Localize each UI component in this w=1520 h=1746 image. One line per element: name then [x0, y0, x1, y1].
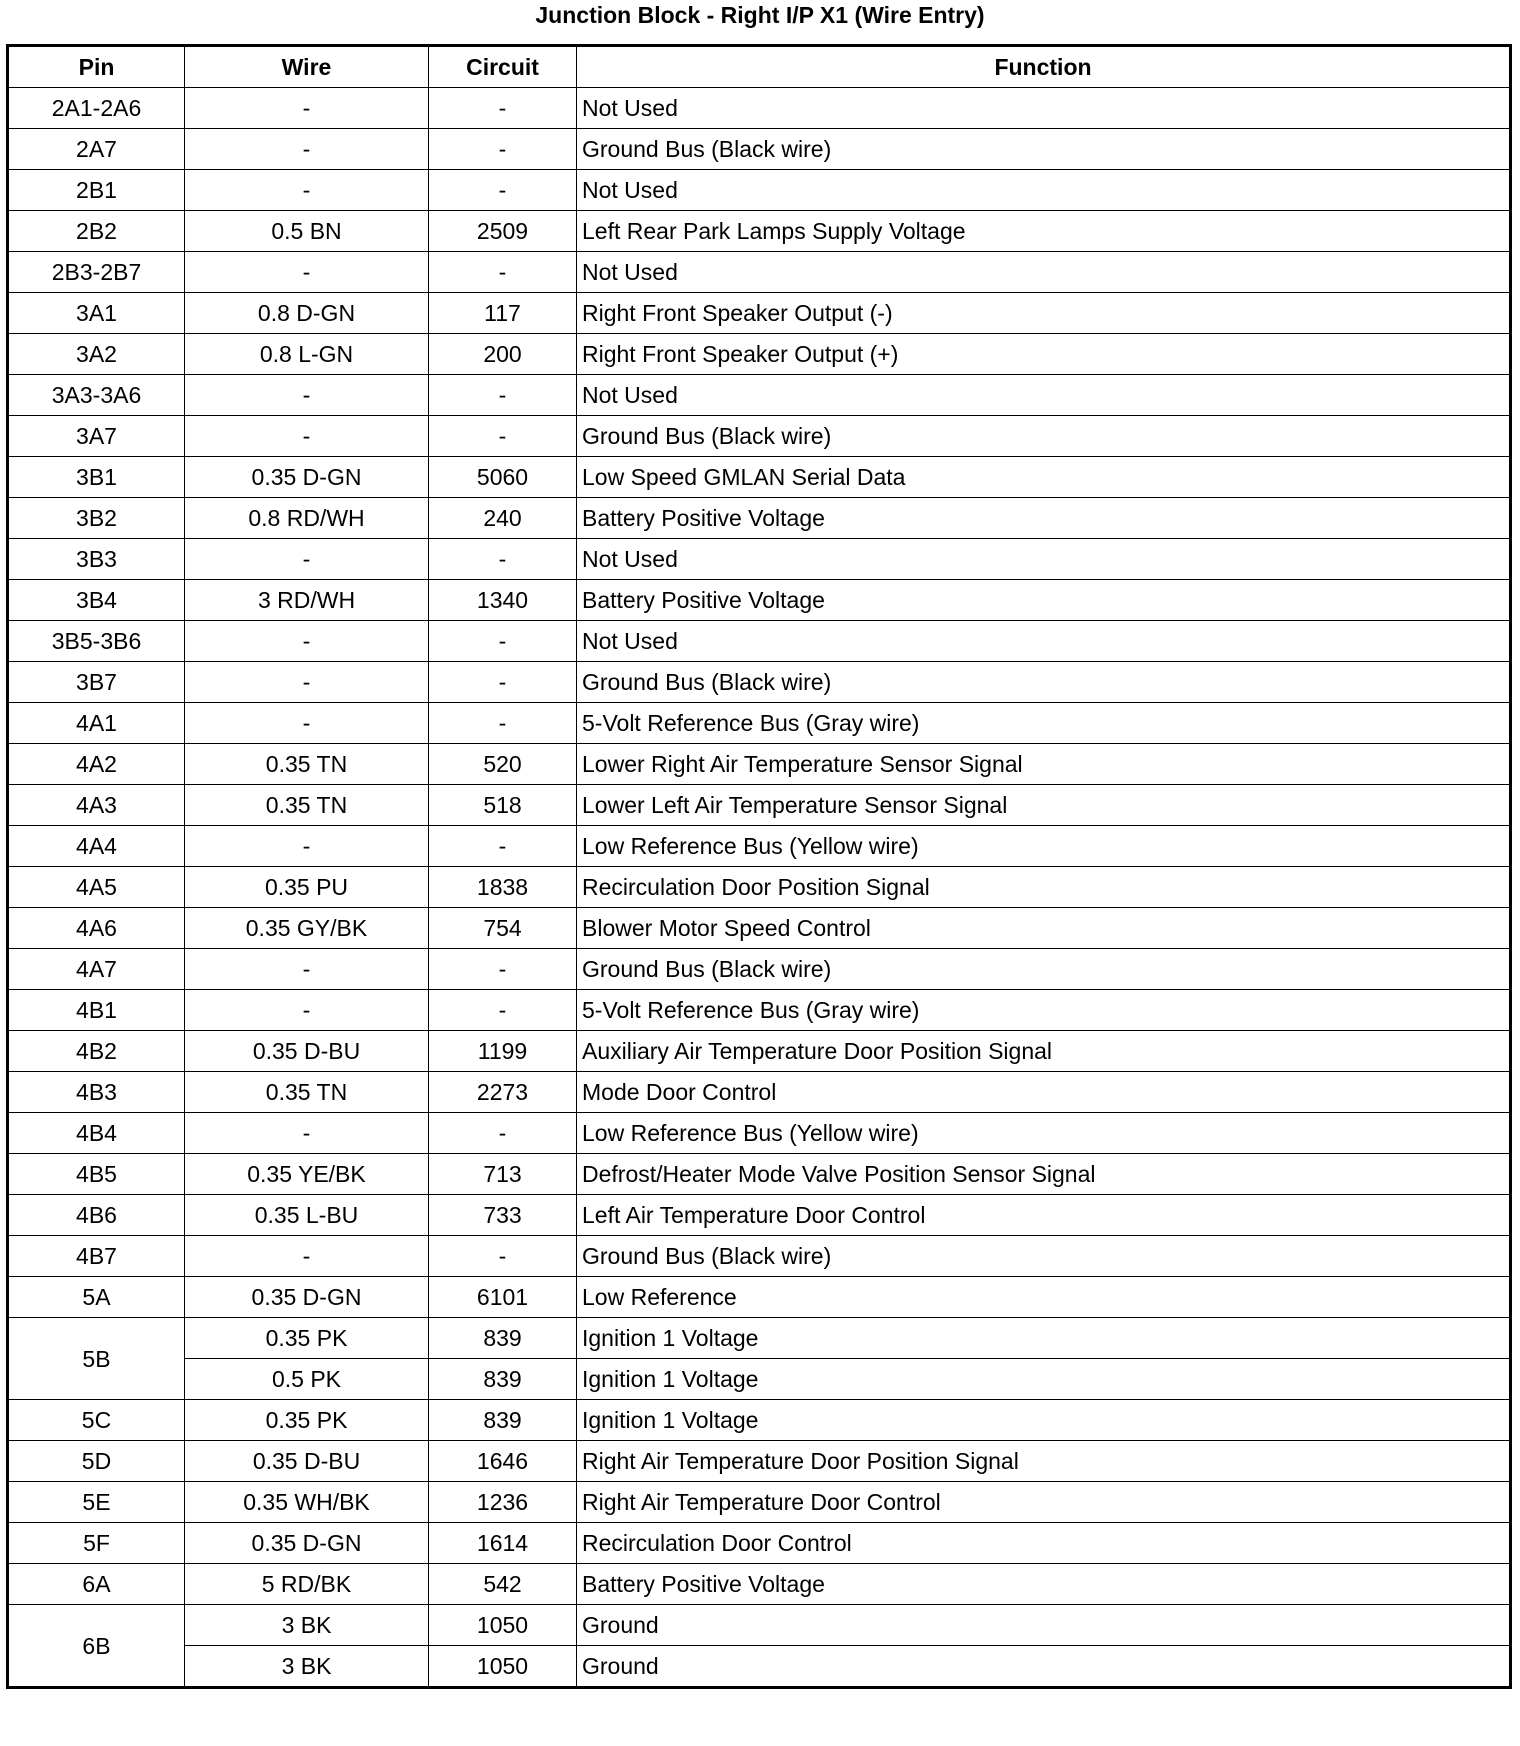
table-row	[8, 908, 1511, 949]
wire-cell: 0.35 GY/BK	[185, 908, 429, 949]
pin-cell: 4B1	[8, 990, 185, 1031]
pin-cell: 4B3	[8, 1072, 185, 1113]
pin-cell: 4B2	[8, 1031, 185, 1072]
function-cell: Not Used	[577, 88, 1511, 129]
wire-cell: -	[185, 1236, 429, 1277]
wire-cell: 0.35 D-BU	[185, 1031, 429, 1072]
wire-cell: 0.35 L-BU	[185, 1195, 429, 1236]
circuit-cell: 1236	[429, 1482, 577, 1523]
wire-cell: 0.35 D-BU	[185, 1441, 429, 1482]
circuit-cell: -	[429, 990, 577, 1031]
function-cell: Blower Motor Speed Control	[577, 908, 1511, 949]
wire-cell: -	[185, 129, 429, 170]
table-row	[8, 539, 1511, 580]
pin-cell: 3A1	[8, 293, 185, 334]
wire-cell: 0.8 L-GN	[185, 334, 429, 375]
pin-cell: 4A3	[8, 785, 185, 826]
table-row	[8, 826, 1511, 867]
pin-cell: 4A5	[8, 867, 185, 908]
wire-cell: 0.8 D-GN	[185, 293, 429, 334]
table-row	[8, 1400, 1511, 1441]
function-cell: Left Rear Park Lamps Supply Voltage	[577, 211, 1511, 252]
pin-cell: 4A2	[8, 744, 185, 785]
header-wire: Wire	[185, 46, 429, 88]
table-row	[8, 293, 1511, 334]
table-row	[8, 1359, 1511, 1400]
table-body	[8, 88, 1511, 1688]
circuit-cell: -	[429, 375, 577, 416]
circuit-cell: 839	[429, 1359, 577, 1400]
function-cell: Mode Door Control	[577, 1072, 1511, 1113]
table-row	[8, 1318, 1511, 1359]
circuit-cell: -	[429, 416, 577, 457]
table-row	[8, 88, 1511, 129]
circuit-cell: 518	[429, 785, 577, 826]
pin-cell: 5C	[8, 1400, 185, 1441]
circuit-cell: 1050	[429, 1605, 577, 1646]
function-cell: Lower Left Air Temperature Sensor Signal	[577, 785, 1511, 826]
wire-cell: 0.8 RD/WH	[185, 498, 429, 539]
circuit-cell: -	[429, 88, 577, 129]
wire-cell: -	[185, 949, 429, 990]
wire-cell: 0.35 WH/BK	[185, 1482, 429, 1523]
function-cell: 5-Volt Reference Bus (Gray wire)	[577, 990, 1511, 1031]
wire-cell: 3 RD/WH	[185, 580, 429, 621]
table-row	[8, 1031, 1511, 1072]
circuit-cell: 200	[429, 334, 577, 375]
function-cell: Ignition 1 Voltage	[577, 1318, 1511, 1359]
pin-cell: 3A2	[8, 334, 185, 375]
circuit-cell: 839	[429, 1400, 577, 1441]
table-row	[8, 1605, 1511, 1646]
pin-cell: 4A4	[8, 826, 185, 867]
function-cell: Not Used	[577, 252, 1511, 293]
header-pin: Pin	[8, 46, 185, 88]
circuit-cell: 733	[429, 1195, 577, 1236]
function-cell: Not Used	[577, 170, 1511, 211]
table-row	[8, 1523, 1511, 1564]
function-cell: Ground Bus (Black wire)	[577, 1236, 1511, 1277]
function-cell: 5-Volt Reference Bus (Gray wire)	[577, 703, 1511, 744]
table-row	[8, 211, 1511, 252]
function-cell: Right Air Temperature Door Control	[577, 1482, 1511, 1523]
pin-cell: 3B5-3B6	[8, 621, 185, 662]
circuit-cell: 117	[429, 293, 577, 334]
pin-cell: 3A3-3A6	[8, 375, 185, 416]
table-row	[8, 703, 1511, 744]
table-row	[8, 1154, 1511, 1195]
wire-cell: -	[185, 416, 429, 457]
table-row	[8, 785, 1511, 826]
pin-cell: 3B1	[8, 457, 185, 498]
function-cell: Not Used	[577, 621, 1511, 662]
table-row	[8, 334, 1511, 375]
pin-cell: 2A7	[8, 129, 185, 170]
wire-cell: 0.35 PK	[185, 1400, 429, 1441]
table-row	[8, 252, 1511, 293]
function-cell: Ignition 1 Voltage	[577, 1359, 1511, 1400]
circuit-cell: -	[429, 826, 577, 867]
pin-cell: 4A1	[8, 703, 185, 744]
pin-cell: 2B3-2B7	[8, 252, 185, 293]
circuit-cell: -	[429, 252, 577, 293]
wire-cell: 5 RD/BK	[185, 1564, 429, 1605]
table-row	[8, 1482, 1511, 1523]
table-row	[8, 498, 1511, 539]
wire-cell: -	[185, 375, 429, 416]
pin-cell: 5E	[8, 1482, 185, 1523]
function-cell: Right Air Temperature Door Position Signal	[577, 1441, 1511, 1482]
function-cell: Low Reference Bus (Yellow wire)	[577, 1113, 1511, 1154]
wire-cell: -	[185, 662, 429, 703]
circuit-cell: -	[429, 1236, 577, 1277]
table-row	[8, 949, 1511, 990]
header-circuit: Circuit	[429, 46, 577, 88]
wire-cell: 0.35 D-GN	[185, 1523, 429, 1564]
function-cell: Ignition 1 Voltage	[577, 1400, 1511, 1441]
function-cell: Battery Positive Voltage	[577, 1564, 1511, 1605]
pin-cell: 4B5	[8, 1154, 185, 1195]
circuit-cell: 754	[429, 908, 577, 949]
wire-cell: 0.5 PK	[185, 1359, 429, 1400]
table-row	[8, 1236, 1511, 1277]
circuit-cell: 839	[429, 1318, 577, 1359]
function-cell: Battery Positive Voltage	[577, 498, 1511, 539]
table-header-row	[8, 46, 1511, 88]
pin-cell: 4B7	[8, 1236, 185, 1277]
pin-cell: 4A6	[8, 908, 185, 949]
function-cell: Not Used	[577, 539, 1511, 580]
table-row	[8, 457, 1511, 498]
table-row	[8, 416, 1511, 457]
pin-cell: 4B6	[8, 1195, 185, 1236]
function-cell: Ground Bus (Black wire)	[577, 416, 1511, 457]
wire-cell: 0.35 D-GN	[185, 1277, 429, 1318]
circuit-cell: 2273	[429, 1072, 577, 1113]
table-row	[8, 1113, 1511, 1154]
function-cell: Auxiliary Air Temperature Door Position Signal	[577, 1031, 1511, 1072]
header-function: Function	[577, 46, 1511, 88]
pin-cell: 2B1	[8, 170, 185, 211]
pin-cell: 4B4	[8, 1113, 185, 1154]
pin-cell: 5F	[8, 1523, 185, 1564]
function-cell: Ground Bus (Black wire)	[577, 949, 1511, 990]
function-cell: Low Reference Bus (Yellow wire)	[577, 826, 1511, 867]
circuit-cell: 1614	[429, 1523, 577, 1564]
function-cell: Ground	[577, 1605, 1511, 1646]
table-row	[8, 375, 1511, 416]
pin-cell: 2B2	[8, 211, 185, 252]
table-row	[8, 580, 1511, 621]
circuit-cell: -	[429, 662, 577, 703]
function-cell: Ground Bus (Black wire)	[577, 129, 1511, 170]
pin-table	[6, 44, 1512, 1689]
wire-cell: -	[185, 252, 429, 293]
wire-cell: -	[185, 703, 429, 744]
pin-cell: 6B	[8, 1605, 185, 1688]
circuit-cell: 520	[429, 744, 577, 785]
wire-cell: 0.35 D-GN	[185, 457, 429, 498]
pin-cell: 6A	[8, 1564, 185, 1605]
wire-cell: -	[185, 170, 429, 211]
table-row	[8, 1646, 1511, 1688]
function-cell: Low Speed GMLAN Serial Data	[577, 457, 1511, 498]
table-row	[8, 1564, 1511, 1605]
table-row	[8, 1195, 1511, 1236]
function-cell: Right Front Speaker Output (+)	[577, 334, 1511, 375]
circuit-cell: 1340	[429, 580, 577, 621]
circuit-cell: -	[429, 703, 577, 744]
wire-cell: 0.35 TN	[185, 744, 429, 785]
table-row	[8, 990, 1511, 1031]
pin-cell: 5A	[8, 1277, 185, 1318]
circuit-cell: -	[429, 129, 577, 170]
table-row	[8, 129, 1511, 170]
circuit-cell: 1646	[429, 1441, 577, 1482]
circuit-cell: -	[429, 949, 577, 990]
pin-cell: 2A1-2A6	[8, 88, 185, 129]
wire-cell: -	[185, 88, 429, 129]
function-cell: Ground Bus (Black wire)	[577, 662, 1511, 703]
function-cell: Battery Positive Voltage	[577, 580, 1511, 621]
wire-cell: 3 BK	[185, 1646, 429, 1688]
circuit-cell: 240	[429, 498, 577, 539]
wire-cell: -	[185, 539, 429, 580]
function-cell: Lower Right Air Temperature Sensor Signal	[577, 744, 1511, 785]
wire-cell: -	[185, 990, 429, 1031]
function-cell: Recirculation Door Position Signal	[577, 867, 1511, 908]
table-row	[8, 170, 1511, 211]
pin-cell: 5B	[8, 1318, 185, 1400]
table-row	[8, 1441, 1511, 1482]
pin-cell: 3A7	[8, 416, 185, 457]
circuit-cell: 542	[429, 1564, 577, 1605]
pin-cell: 4A7	[8, 949, 185, 990]
wire-cell: 0.5 BN	[185, 211, 429, 252]
circuit-cell: -	[429, 1113, 577, 1154]
wire-cell: -	[185, 621, 429, 662]
table-row	[8, 1072, 1511, 1113]
wire-cell: -	[185, 826, 429, 867]
pin-cell: 3B7	[8, 662, 185, 703]
table-row	[8, 744, 1511, 785]
circuit-cell: 5060	[429, 457, 577, 498]
function-cell: Left Air Temperature Door Control	[577, 1195, 1511, 1236]
wire-cell: 3 BK	[185, 1605, 429, 1646]
circuit-cell: 1199	[429, 1031, 577, 1072]
function-cell: Ground	[577, 1646, 1511, 1688]
wire-cell: 0.35 PK	[185, 1318, 429, 1359]
pin-cell: 3B4	[8, 580, 185, 621]
wire-cell: 0.35 PU	[185, 867, 429, 908]
wire-cell: -	[185, 1113, 429, 1154]
function-cell: Defrost/Heater Mode Valve Position Sensor Signal	[577, 1154, 1511, 1195]
function-cell: Not Used	[577, 375, 1511, 416]
table-title: Junction Block - Right I/P X1 (Wire Entry)	[535, 2, 985, 28]
circuit-cell: -	[429, 539, 577, 580]
circuit-cell: 2509	[429, 211, 577, 252]
function-cell: Right Front Speaker Output (-)	[577, 293, 1511, 334]
circuit-cell: 1838	[429, 867, 577, 908]
circuit-cell: -	[429, 170, 577, 211]
table-row	[8, 867, 1511, 908]
pin-cell: 3B3	[8, 539, 185, 580]
table-row	[8, 621, 1511, 662]
wire-cell: 0.35 YE/BK	[185, 1154, 429, 1195]
circuit-cell: 1050	[429, 1646, 577, 1688]
function-cell: Low Reference	[577, 1277, 1511, 1318]
table-row	[8, 1277, 1511, 1318]
circuit-cell: 713	[429, 1154, 577, 1195]
circuit-cell: -	[429, 621, 577, 662]
wire-cell: 0.35 TN	[185, 1072, 429, 1113]
wire-cell: 0.35 TN	[185, 785, 429, 826]
pin-cell: 3B2	[8, 498, 185, 539]
pin-cell: 5D	[8, 1441, 185, 1482]
function-cell: Recirculation Door Control	[577, 1523, 1511, 1564]
table-row	[8, 662, 1511, 703]
circuit-cell: 6101	[429, 1277, 577, 1318]
